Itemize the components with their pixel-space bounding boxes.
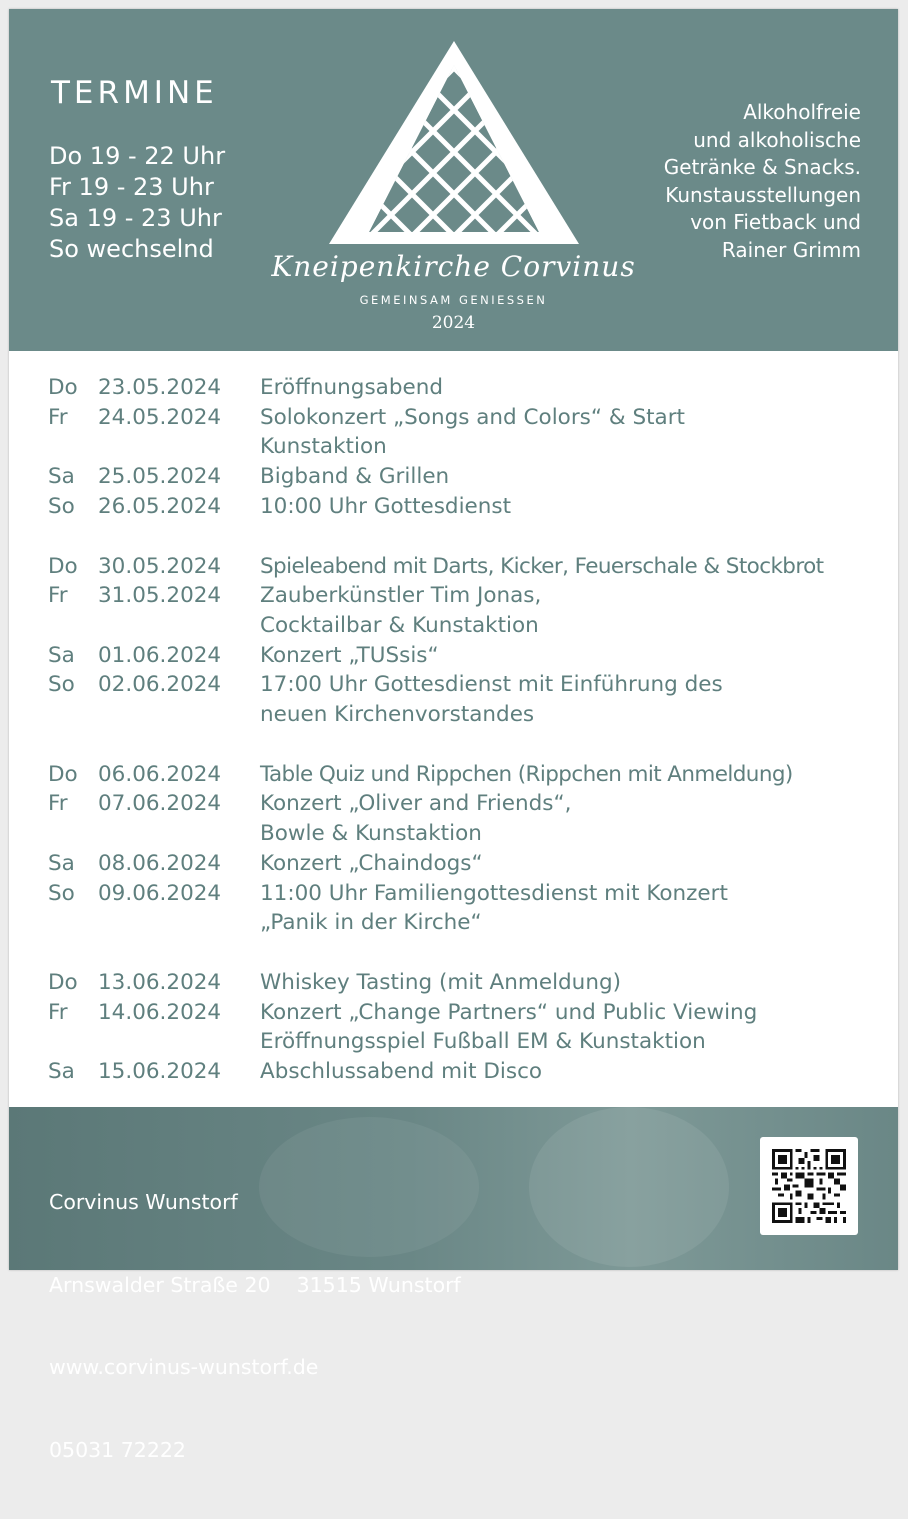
event-row <box>9 552 898 582</box>
offer-line: Kunstausstellungen <box>665 182 861 207</box>
event-day: Fr <box>48 791 68 817</box>
event-date: 23.05.2024 <box>98 375 222 400</box>
event-day: Fr <box>48 583 68 609</box>
event-row <box>9 462 898 492</box>
event-day: Sa <box>48 464 75 490</box>
event-date: 13.06.2024 <box>98 969 222 995</box>
logo-year: 2024 <box>431 313 476 333</box>
event-date: 06.06.2024 <box>98 761 222 787</box>
venue-phone[interactable]: 05031 72222 <box>49 1437 186 1462</box>
event-day: Sa <box>48 1059 75 1085</box>
qr-code-icon <box>772 1149 846 1223</box>
event-description: Spieleabend mit Darts, Kicker, Feuerschale & Stockbrot <box>260 553 824 579</box>
offer-line: und alkoholische <box>693 127 861 152</box>
pyramid-lattice-icon <box>327 39 581 247</box>
event-row <box>9 373 898 403</box>
event-date: 25.05.2024 <box>98 464 222 490</box>
event-row <box>9 849 898 879</box>
event-description: Bigband & Grillen <box>260 464 450 490</box>
logo-script-name: Kneipenkirche Corvinus <box>271 250 636 283</box>
event-row <box>9 1057 898 1087</box>
event-date: 31.05.2024 <box>98 583 222 609</box>
event-row <box>9 789 898 848</box>
venue-website[interactable]: www.corvinus-wunstorf.de <box>49 1355 319 1379</box>
event-date: 07.06.2024 <box>98 791 222 817</box>
event-day: So <box>48 672 75 698</box>
event-day: Do <box>48 375 78 400</box>
event-date: 08.06.2024 <box>98 850 222 876</box>
event-week-2 <box>9 552 898 730</box>
event-row <box>9 968 898 998</box>
event-description: Konzert „Change Partners“ und Public Viewing Eröffnungsspiel Fußball EM & Kunstaktion <box>260 999 758 1055</box>
event-week-1 <box>9 373 898 522</box>
event-row <box>9 581 898 640</box>
event-day: Fr <box>48 999 68 1025</box>
hours-line: Sa 19 - 23 Uhr <box>49 204 222 232</box>
event-description: Abschlussabend mit Disco <box>260 1059 543 1085</box>
offer-line: Rainer Grimm <box>721 237 861 262</box>
event-schedule <box>9 373 898 1117</box>
event-date: 01.06.2024 <box>98 642 222 668</box>
event-week-4 <box>9 968 898 1087</box>
event-description: 17:00 Uhr Gottesdienst mit Einführung des neuen Kirchenvorstandes <box>260 672 723 728</box>
event-description: Eröffnungsabend <box>260 375 443 400</box>
event-description: 10:00 Uhr Gottesdienst <box>260 493 512 519</box>
hours-line: Do 19 - 22 Uhr <box>49 142 226 170</box>
event-day: Do <box>48 969 78 995</box>
event-day: Do <box>48 553 78 579</box>
event-row <box>9 760 898 790</box>
event-week-3 <box>9 760 898 938</box>
event-day: Sa <box>48 642 75 668</box>
contact-info <box>49 1134 461 1519</box>
offer-line: Getränke & Snacks. <box>663 155 861 179</box>
event-date: 14.06.2024 <box>98 999 222 1025</box>
event-description: Table Quiz und Rippchen (Rippchen mit Anmeldung) <box>260 761 793 787</box>
event-day: Fr <box>48 404 68 430</box>
event-date: 24.05.2024 <box>98 404 222 430</box>
hours-line: Fr 19 - 23 Uhr <box>49 173 214 201</box>
event-day: Sa <box>48 850 75 876</box>
event-description: Solokonzert „Songs and Colors“ & Start Kunstaktion <box>260 404 685 460</box>
offer-line: von Fietback und <box>690 210 861 234</box>
event-row <box>9 998 898 1057</box>
event-description: 11:00 Uhr Familiengottesdienst mit Konzert „Panik in der Kirche“ <box>260 880 728 936</box>
event-description: Whiskey Tasting (mit Anmeldung) <box>260 969 621 995</box>
event-date: 15.06.2024 <box>98 1059 222 1085</box>
offer-line: Alkoholfreie <box>743 100 861 124</box>
event-date: 09.06.2024 <box>98 880 222 906</box>
opening-hours <box>49 141 225 265</box>
offer-text <box>601 99 861 264</box>
event-row <box>9 670 898 729</box>
hours-line: So wechselnd <box>49 235 214 263</box>
event-date: 26.05.2024 <box>98 493 222 519</box>
event-day: So <box>48 880 75 906</box>
termine-title: TERMINE <box>51 75 218 111</box>
footer-background-glow <box>529 1107 729 1267</box>
event-description: Konzert „TUSsis“ <box>260 642 439 668</box>
event-row <box>9 403 898 462</box>
event-date: 30.05.2024 <box>98 553 222 579</box>
footer-banner <box>9 1107 898 1462</box>
event-date: 02.06.2024 <box>98 672 222 698</box>
qr-code[interactable] <box>760 1137 858 1235</box>
event-description: Konzert „Oliver and Friends“, Bowle & Kunstaktion <box>260 791 572 847</box>
event-description: Zauberkünstler Tim Jonas, Cocktailbar & Kunstaktion <box>260 583 542 638</box>
flyer-page <box>9 9 898 1462</box>
event-description: Konzert „Chaindogs“ <box>260 850 483 876</box>
header-banner <box>9 9 898 351</box>
event-day: So <box>48 493 75 519</box>
event-row <box>9 879 898 938</box>
logo-tagline: GEMEINSAM GENIESSEN <box>359 293 548 307</box>
event-row <box>9 492 898 522</box>
event-row <box>9 641 898 671</box>
venue-name: Corvinus Wunstorf <box>49 1190 238 1214</box>
event-day: Do <box>48 761 78 787</box>
venue-address: Arnswalder Straße 20 31515 Wunstorf <box>49 1272 461 1297</box>
